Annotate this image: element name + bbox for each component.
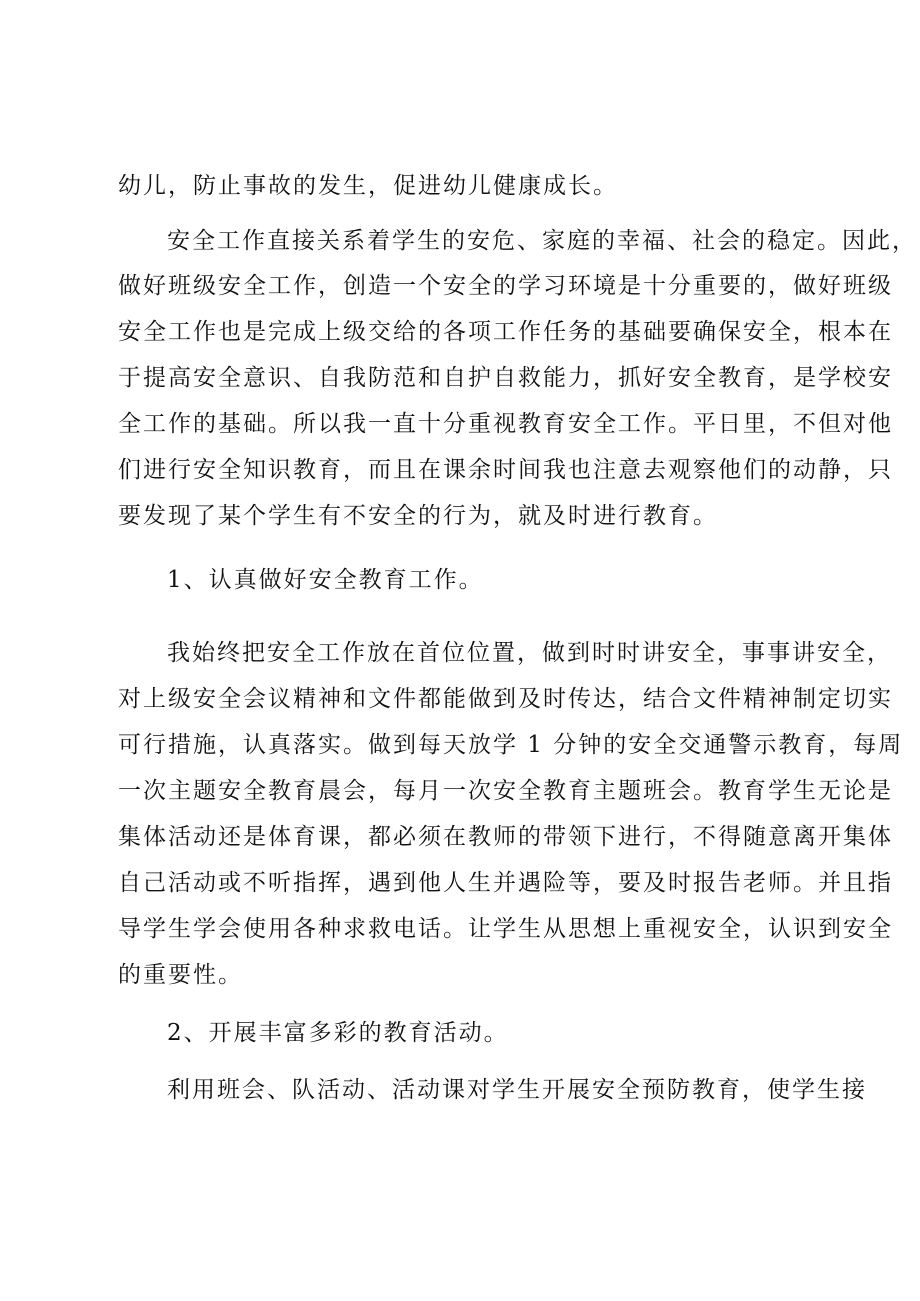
text-line: 我始终把安全工作放在首位位置，做到时时讲安全，事事讲安全， (167, 640, 892, 666)
text-line: 要发现了某个学生有不安全的行为，就及时进行教育。 (118, 503, 718, 529)
text-line: 对上级安全会议精神和文件都能做到及时传达，结合文件精神制定切实 (118, 686, 893, 712)
text-line: 的重要性。 (118, 962, 243, 988)
text-line: 可行措施，认真落实。做到每天放学 1 分钟的安全交通警示教育，每周 (118, 732, 904, 758)
text-line: 们进行安全知识教育，而且在课余时间我也注意去观察他们的动静，只 (118, 457, 893, 483)
text-line: 做好班级安全工作，创造一个安全的学习环境是十分重要的，做好班级 (118, 273, 893, 299)
text-line: 自己活动或不听指挥，遇到他人生并遇险等，要及时报告老师。并且指 (118, 870, 893, 896)
section-heading: 2、开展丰富多彩的教育活动。 (167, 1020, 509, 1046)
text-line: 一次主题安全教育晨会，每月一次安全教育主题班会。教育学生无论是 (118, 778, 893, 804)
section-heading: 1、认真做好安全教育工作。 (167, 567, 484, 593)
text-line: 集体活动还是体育课，都必须在教师的带领下进行，不得随意离开集体 (118, 824, 893, 850)
text-line: 幼儿，防止事故的发生，促进幼儿健康成长。 (118, 173, 618, 199)
text-line: 利用班会、队活动、活动课对学生开展安全预防教育，使学生接 (167, 1077, 867, 1103)
text-line: 安全工作直接关系着学生的安危、家庭的幸福、社会的稳定。因此， (167, 228, 917, 254)
text-line: 全工作的基础。所以我一直十分重视教育安全工作。平日里，不但对他 (118, 411, 893, 437)
text-line: 导学生学会使用各种求救电话。让学生从思想上重视安全，认识到安全 (118, 916, 893, 942)
text-line: 于提高安全意识、自我防范和自护自救能力，抓好安全教育，是学校安 (118, 365, 893, 391)
text-line: 安全工作也是完成上级交给的各项工作任务的基础要确保安全，根本在 (118, 319, 893, 345)
